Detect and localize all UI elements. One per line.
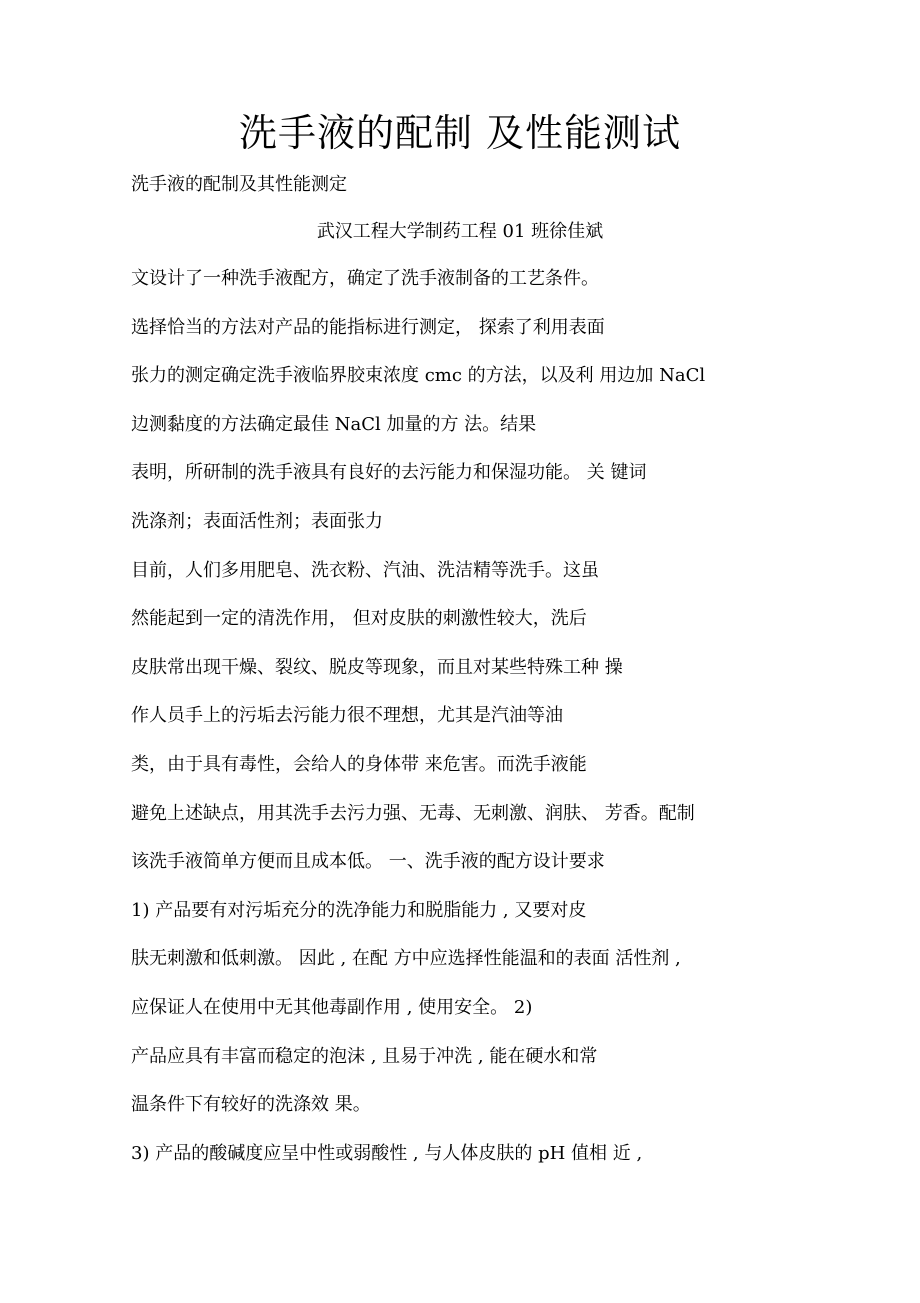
body-line: 避免上述缺点，用其洗手去污力强、无毒、无刺激、润肤、 芳香。配制 xyxy=(131,802,695,824)
body-line: 肤无刺激和低刺激。 因此 , 在配 方中应选择性能温和的表面 活性剂 , xyxy=(131,948,681,970)
body-line: 1) 产品要有对污垢充分的洗净能力和脱脂能力 , 又要对皮 xyxy=(131,899,587,921)
body-line: 皮肤常出现干燥、裂纹、脱皮等现象，而且对某些特殊工种 操 xyxy=(131,656,623,678)
body-line: 洗涤剂；表面活性剂；表面张力 xyxy=(131,510,383,532)
author-line: 武汉工程大学制药工程 01 班徐佳斌 xyxy=(316,221,604,242)
body-line: 边测黏度的方法确定最佳 NaCl 加量的方 法。结果 xyxy=(131,413,537,435)
body-line: 选择恰当的方法对产品的能指标进行测定， 探索了利用表面 xyxy=(131,316,605,338)
body-line: 表明，所研制的洗手液具有良好的去污能力和保湿功能。 关 键词 xyxy=(131,462,647,484)
document-title: 洗手液的配制 及性能测试 xyxy=(238,111,682,155)
body-line: 产品应具有丰富而稳定的泡沫 , 且易于冲洗 , 能在硬水和常 xyxy=(131,1045,598,1067)
body-line: 类，由于具有毒性，会给人的身体带 来危害。而洗手液能 xyxy=(131,753,587,775)
body-line: 应保证人在使用中无其他毒副作用 , 使用安全。 2) xyxy=(131,996,533,1018)
document-subtitle: 洗手液的配制及其性能测定 xyxy=(131,174,347,195)
body-line: 然能起到一定的清洗作用， 但对皮肤的刺激性较大，洗后 xyxy=(131,608,587,630)
body-line: 作人员手上的污垢去污能力很不理想，尤其是汽油等油 xyxy=(131,705,563,727)
body-line: 温条件下有较好的洗涤效 果。 xyxy=(131,1094,371,1116)
body-line: 3) 产品的酸碱度应呈中性或弱酸性 , 与人体皮肤的 pH 值相 近 , xyxy=(131,1142,643,1164)
body-text xyxy=(131,265,831,1188)
body-line: 文设计了一种洗手液配方，确定了洗手液制备的工艺条件。 xyxy=(131,268,599,289)
body-line: 目前，人们多用肥皂、洗衣粉、汽油、洗洁精等洗手。这虽 xyxy=(131,559,599,581)
body-line: 该洗手液简单方便而且成本低。 一、洗手液的配方设计要求 xyxy=(131,851,605,873)
body-line: 张力的测定确定洗手液临界胶束浓度 cmc 的方法，以及利 用边加 NaCl xyxy=(131,365,706,387)
